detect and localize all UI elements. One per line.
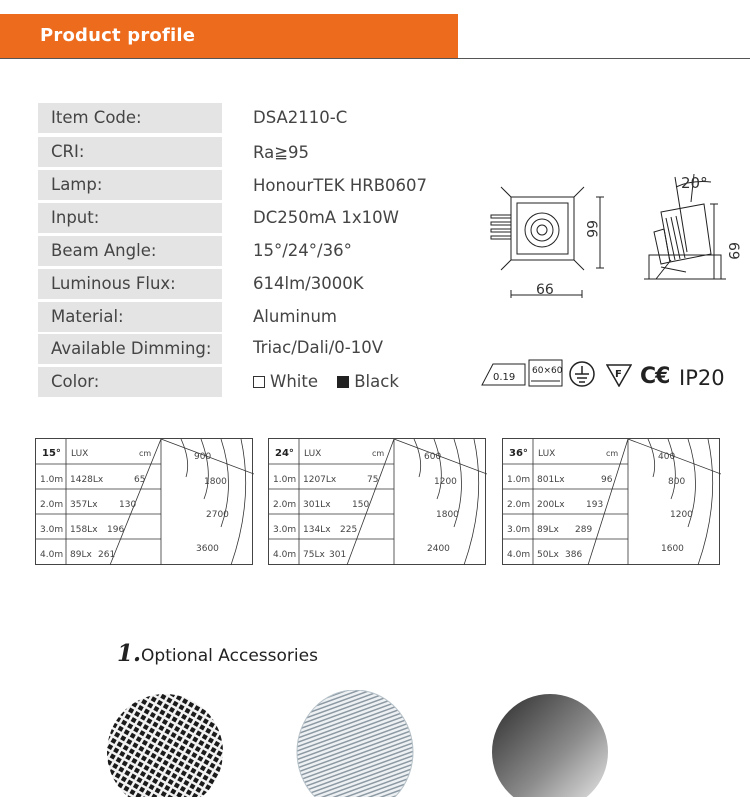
svg-text:2700: 2700	[206, 510, 229, 520]
spec-row	[38, 137, 222, 167]
svg-text:130: 130	[119, 500, 137, 510]
spec-value: 15°/24°/36°	[253, 241, 352, 260]
spec-label: Color:	[51, 372, 100, 391]
spec-label: Material:	[51, 307, 124, 326]
black-swatch	[337, 376, 349, 388]
svg-text:3.0m: 3.0m	[507, 525, 531, 535]
svg-text:1800: 1800	[436, 510, 459, 520]
svg-text:89Lx: 89Lx	[70, 550, 92, 560]
svg-text:3600: 3600	[196, 544, 219, 554]
svg-text:LUX: LUX	[304, 449, 322, 459]
accessories-images	[100, 690, 660, 797]
svg-text:cm: cm	[606, 449, 619, 458]
spec-value: Aluminum	[253, 307, 337, 326]
svg-text:800: 800	[668, 477, 686, 487]
svg-text:1200: 1200	[670, 510, 693, 520]
tilt-angle-label: 20°	[681, 174, 708, 192]
spec-value: Triac/Dali/0-10V	[253, 338, 384, 357]
f-mark-icon	[606, 363, 632, 387]
svg-text:301Lx: 301Lx	[303, 500, 331, 510]
svg-text:LUX: LUX	[538, 449, 556, 459]
front-width-label: 66	[536, 282, 554, 298]
accessories-heading	[117, 640, 318, 667]
cutout-label: 60×60	[532, 366, 563, 376]
svg-text:24°: 24°	[275, 448, 294, 459]
svg-text:801Lx: 801Lx	[537, 475, 565, 485]
spec-row	[38, 302, 222, 332]
svg-text:1428Lx: 1428Lx	[70, 475, 104, 485]
honeycomb-louver-image	[107, 694, 223, 797]
svg-text:4.0m: 4.0m	[273, 550, 297, 560]
svg-text:261: 261	[98, 550, 116, 560]
ground-icon	[569, 361, 597, 389]
svg-text:50Lx: 50Lx	[537, 550, 559, 560]
color-black-label: Black	[354, 372, 399, 391]
spec-value: DSA2110-C	[253, 108, 348, 127]
spec-label: CRI:	[51, 142, 85, 161]
svg-text:225: 225	[340, 525, 358, 535]
svg-text:900: 900	[194, 452, 212, 462]
svg-text:1.0m: 1.0m	[273, 475, 297, 485]
spec-label: Available Dimming:	[51, 339, 212, 358]
dimension-diagram	[486, 172, 750, 302]
svg-text:89Lx: 89Lx	[537, 525, 559, 535]
white-swatch	[253, 376, 265, 388]
svg-text:200Lx: 200Lx	[537, 500, 565, 510]
spec-label: Beam Angle:	[51, 241, 157, 260]
beam-table-36	[502, 438, 720, 565]
svg-text:4.0m: 4.0m	[40, 550, 64, 560]
spec-value: Ra≧95	[253, 143, 310, 162]
svg-text:2.0m: 2.0m	[273, 500, 297, 510]
weight-label: 0.19	[493, 372, 516, 383]
color-white-label: White	[270, 372, 318, 391]
svg-text:301: 301	[329, 550, 347, 560]
svg-text:1800: 1800	[204, 477, 227, 487]
svg-text:15°: 15°	[42, 448, 61, 459]
side-height-label: 69	[725, 242, 741, 260]
svg-text:96: 96	[601, 475, 613, 485]
svg-text:386: 386	[565, 550, 583, 560]
ce-mark-icon: C€	[640, 364, 670, 389]
beam-table-svg	[36, 439, 254, 566]
ip-rating: IP20	[679, 366, 725, 390]
svg-text:3.0m: 3.0m	[273, 525, 297, 535]
svg-text:289: 289	[575, 525, 593, 535]
svg-text:2.0m: 2.0m	[507, 500, 531, 510]
color-options	[253, 372, 399, 391]
spec-label: Item Code:	[51, 108, 142, 127]
spec-value: HonourTEK HRB0607	[253, 176, 428, 195]
accessories-number: 1.	[117, 640, 142, 667]
svg-text:196: 196	[107, 525, 125, 535]
cutout-icon	[528, 359, 564, 387]
beam-table-svg	[269, 439, 487, 566]
spec-row	[38, 334, 222, 364]
front-height-label: 66	[583, 220, 599, 238]
svg-text:cm: cm	[372, 449, 385, 458]
svg-text:2400: 2400	[427, 544, 450, 554]
svg-text:1.0m: 1.0m	[40, 475, 64, 485]
spec-row	[38, 203, 222, 233]
header-divider	[0, 58, 750, 59]
svg-text:65: 65	[134, 475, 146, 485]
spec-label: Lamp:	[51, 175, 103, 194]
svg-text:158Lx: 158Lx	[70, 525, 98, 535]
frosted-lens-image	[492, 694, 608, 797]
beam-table-24	[268, 438, 486, 565]
svg-text:1600: 1600	[661, 544, 684, 554]
beam-table-svg	[503, 439, 721, 566]
spec-row	[38, 367, 222, 397]
spec-label: Luminous Flux:	[51, 274, 176, 293]
svg-text:193: 193	[586, 500, 604, 510]
svg-text:75: 75	[367, 475, 379, 485]
accessories-title: Optional Accessories	[141, 646, 318, 666]
svg-text:3.0m: 3.0m	[40, 525, 64, 535]
spec-row	[38, 269, 222, 299]
svg-text:400: 400	[658, 452, 676, 462]
svg-text:2.0m: 2.0m	[40, 500, 64, 510]
svg-text:LUX: LUX	[71, 449, 89, 459]
weight-triangle-icon	[481, 361, 526, 387]
svg-text:36°: 36°	[509, 448, 528, 459]
svg-text:F: F	[615, 369, 622, 380]
svg-text:1207Lx: 1207Lx	[303, 475, 337, 485]
svg-text:134Lx: 134Lx	[303, 525, 331, 535]
svg-text:600: 600	[424, 452, 442, 462]
spec-row	[38, 103, 222, 133]
spec-row	[38, 236, 222, 266]
svg-text:75Lx: 75Lx	[303, 550, 325, 560]
beam-table-15	[35, 438, 253, 565]
linear-lens-image	[297, 690, 413, 797]
svg-text:1200: 1200	[434, 477, 457, 487]
spec-value: 614lm/3000K	[253, 274, 364, 293]
page-title: Product profile	[40, 25, 196, 46]
spec-value: DC250mA 1x10W	[253, 208, 399, 227]
svg-text:1.0m: 1.0m	[507, 475, 531, 485]
svg-text:150: 150	[352, 500, 370, 510]
spec-row	[38, 170, 222, 200]
spec-label: Input:	[51, 208, 100, 227]
svg-text:357Lx: 357Lx	[70, 500, 98, 510]
svg-text:cm: cm	[139, 449, 152, 458]
svg-text:4.0m: 4.0m	[507, 550, 531, 560]
